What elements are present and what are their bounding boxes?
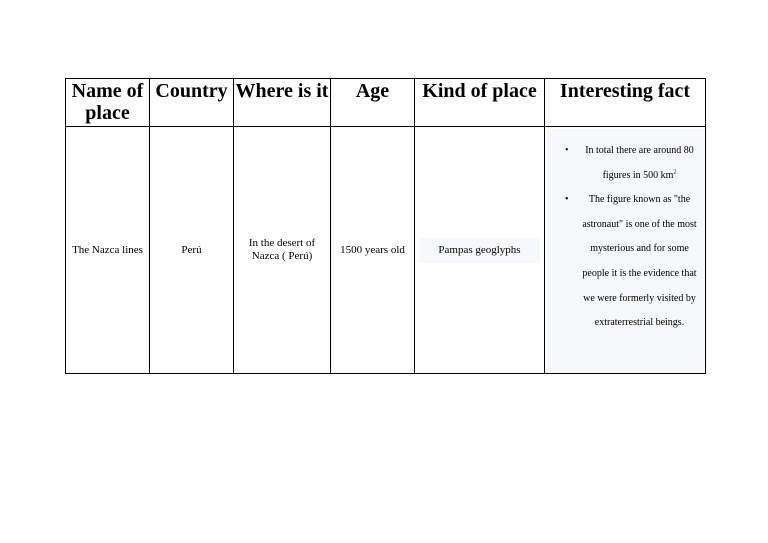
header-name-of-place: Name of place (66, 79, 150, 127)
bullet-icon: • (565, 145, 569, 156)
facts-list (565, 139, 697, 336)
cell-age: 1500 years old (331, 127, 415, 374)
header-kind-of-place: Kind of place (415, 79, 545, 127)
facts-box (547, 129, 705, 373)
cell-where-text: In the desert of Nazca ( Perú) (248, 237, 316, 262)
bullet-icon: • (565, 194, 569, 206)
cell-facts (545, 127, 706, 374)
cell-kind (415, 127, 545, 374)
header-interesting-fact: Interesting fact (545, 79, 706, 127)
header-where-is-it: Where is it (234, 79, 331, 127)
header-age: Age (331, 79, 415, 127)
cell-country: Perú (150, 127, 234, 374)
fact-text: In total there are around 80 figures in 500 km (585, 145, 694, 181)
cell-where (234, 127, 331, 374)
places-table (65, 78, 706, 374)
table-header-row (66, 79, 706, 127)
fact-text: The figure known as "the astronaut" is one of the most mysterious and for some people it is the evidence that we were formerly visited by extraterrestrial beings. (582, 194, 697, 329)
header-country: Country (150, 79, 234, 127)
list-item (565, 139, 697, 188)
cell-name: The Nazca lines (66, 127, 150, 374)
cell-kind-text: Pampas geoglyphs (419, 238, 540, 263)
list-item (565, 188, 697, 336)
fact-superscript: 2 (673, 169, 677, 176)
table-row (66, 127, 706, 374)
